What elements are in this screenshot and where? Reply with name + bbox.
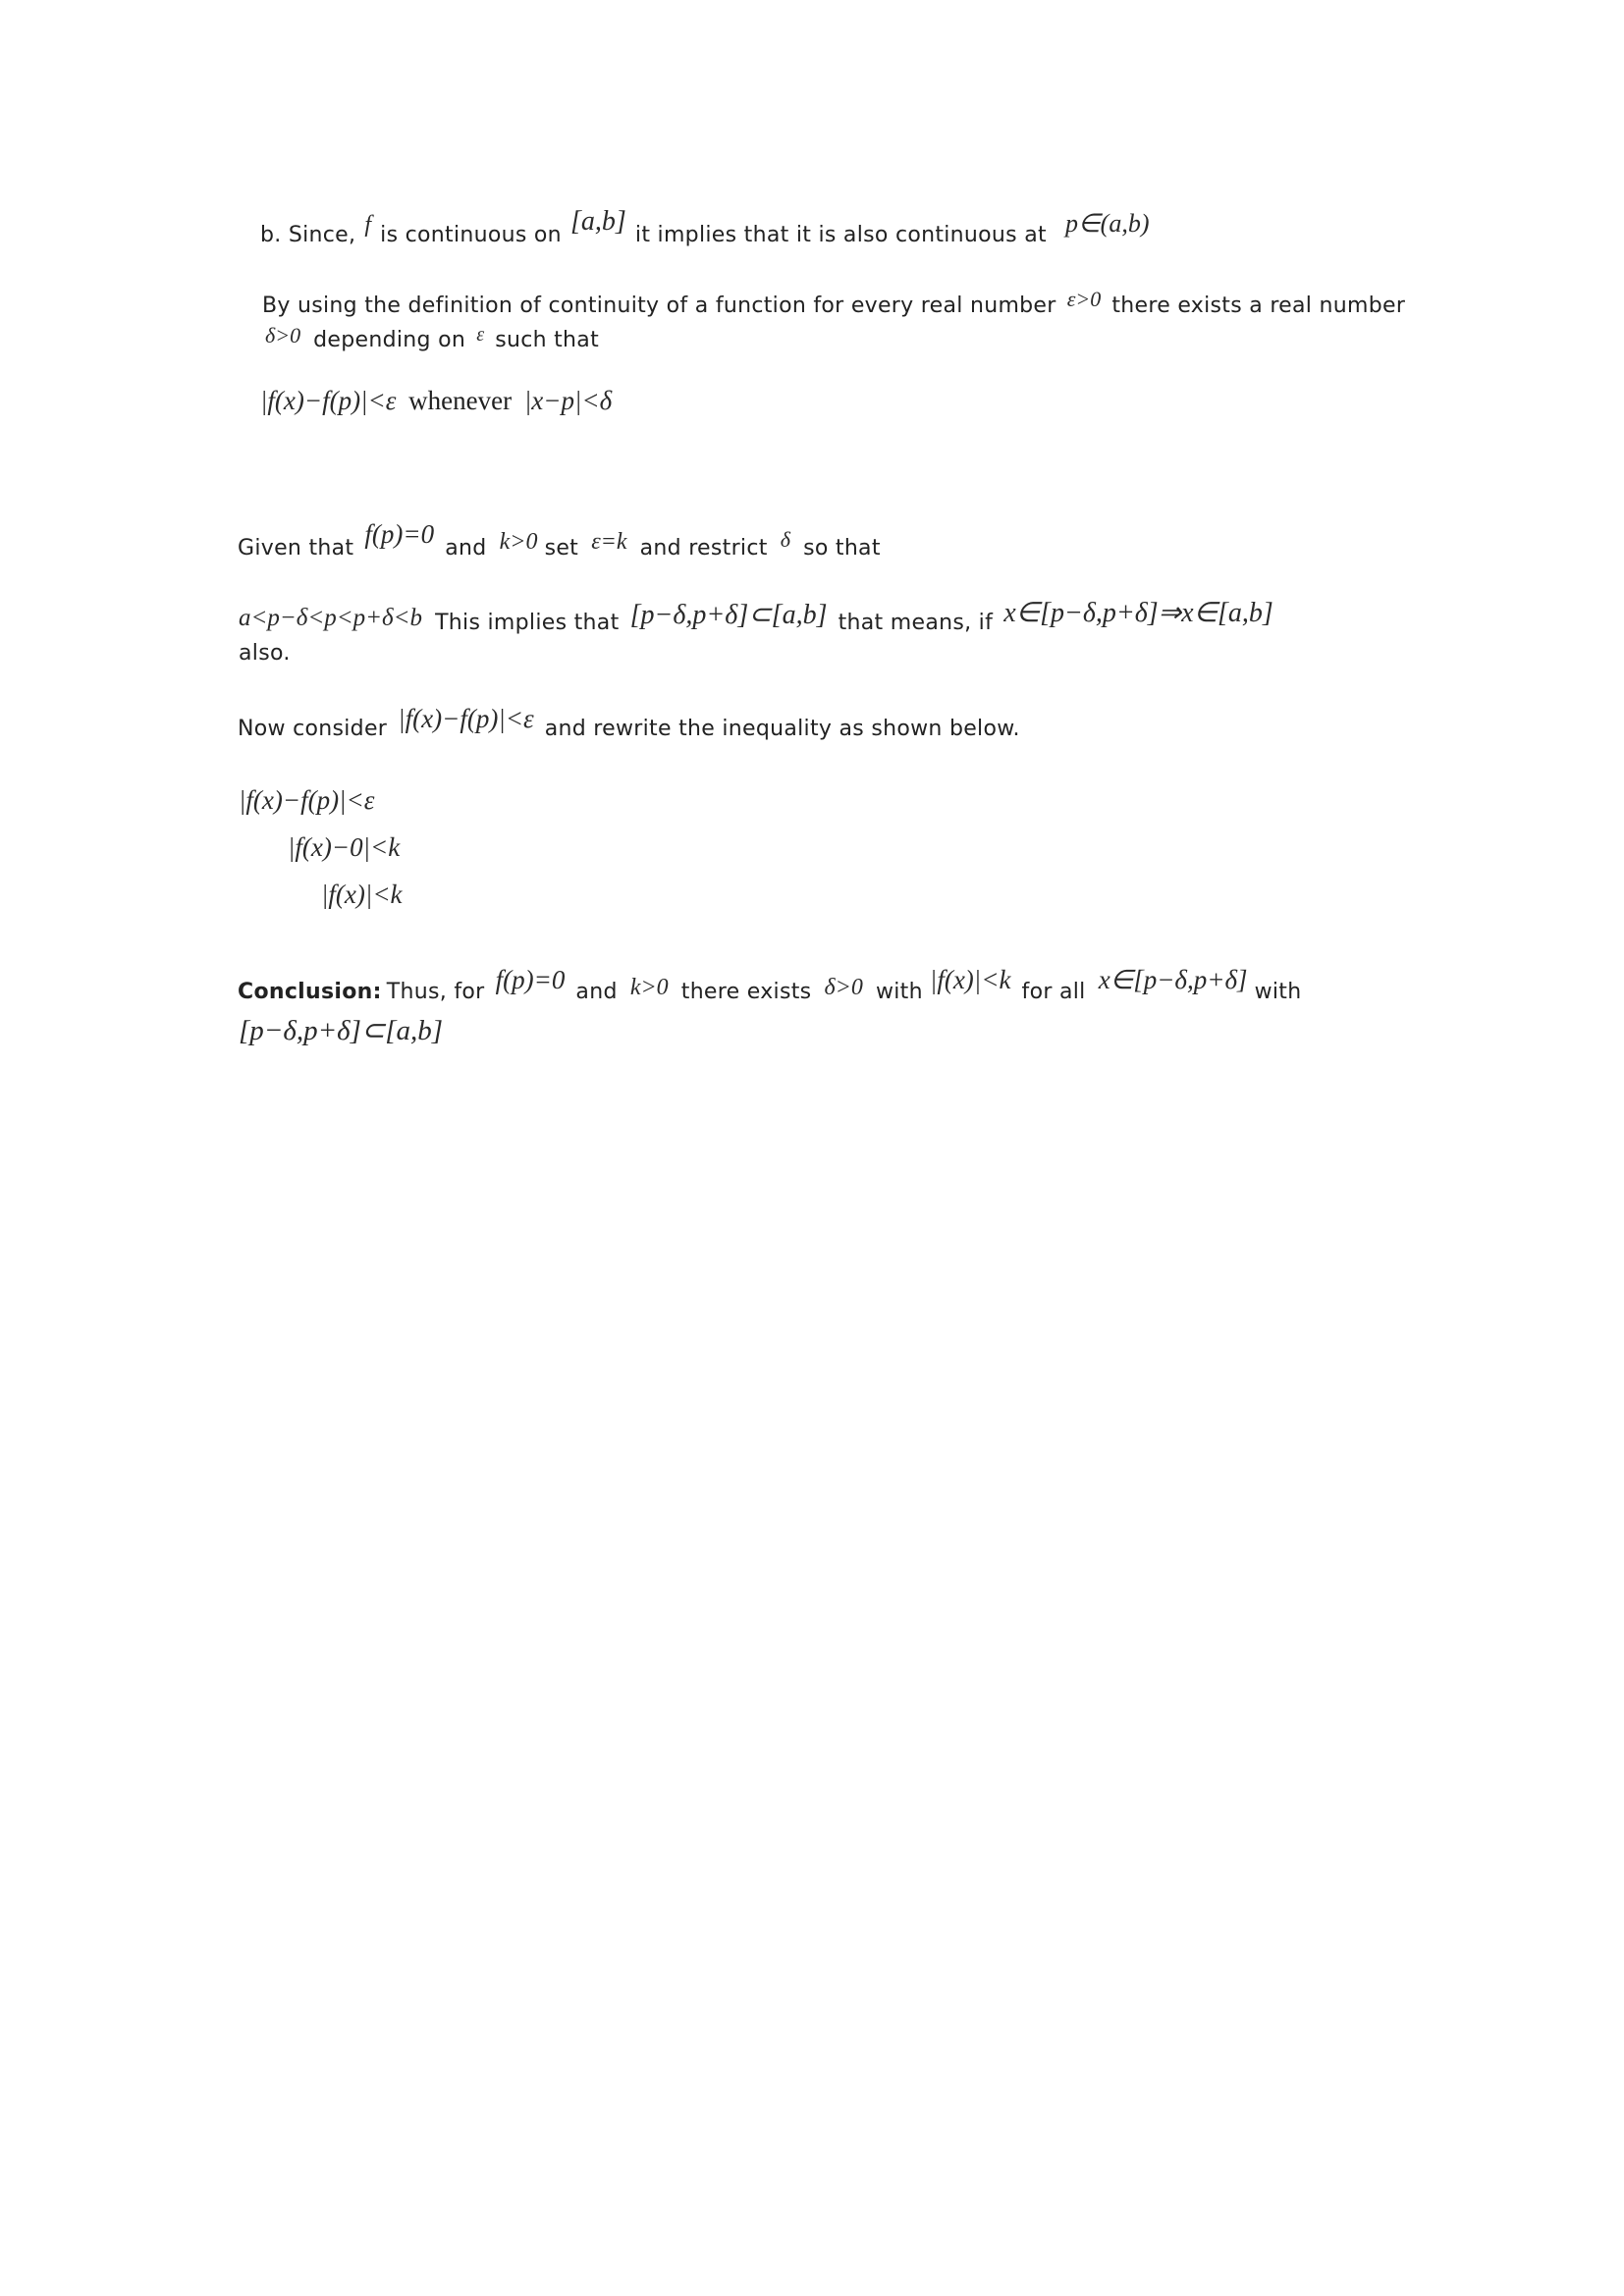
thus-for-text: Thus, for xyxy=(386,980,485,1004)
so-that-text: so that xyxy=(803,536,881,561)
and-restrict-text: and restrict xyxy=(639,536,768,561)
also-text: also. xyxy=(239,641,291,666)
that-means-text: that means, if xyxy=(838,611,994,635)
since-text: b. Since, xyxy=(260,223,356,247)
such-that-text: such that xyxy=(495,328,600,352)
epsilon-equals-k: ε=k xyxy=(591,529,627,555)
depending-on-text: depending on xyxy=(313,328,466,352)
conclusion-label: Conclusion: xyxy=(238,980,382,1004)
p-in-open-interval: p∈(a,b) xyxy=(1065,209,1150,238)
delta-gt-zero: δ>0 xyxy=(265,323,301,347)
definition-text: By using the definition of continuity of a function for every real number xyxy=(262,294,1056,318)
implication: x∈[p−δ,p+δ]⇒x∈[a,b] xyxy=(1003,598,1273,628)
condition-rhs: |x−p|<δ xyxy=(523,386,613,415)
conclusion-delta-gt-zero: δ>0 xyxy=(824,975,863,1000)
condition-lhs: |f(x)−f(p)|<ε xyxy=(260,386,397,415)
with-text: with xyxy=(875,980,923,1004)
epsilon-gt-zero: ε>0 xyxy=(1066,287,1102,311)
now-consider-line xyxy=(238,704,1020,742)
there-exists-text: there exists xyxy=(680,980,812,1004)
definition-line-1 xyxy=(262,287,1406,318)
conclusion-and-text: and xyxy=(575,980,618,1004)
also-line xyxy=(239,641,291,666)
derivation-step-1: |f(x)−f(p)|<ε xyxy=(239,785,375,815)
f-symbol: f xyxy=(364,212,372,238)
rewrite-text: and rewrite the inequality as shown below. xyxy=(544,717,1020,741)
and-text: and xyxy=(445,536,487,561)
now-consider-text: Now consider xyxy=(238,717,388,741)
inequality-expression: |f(x)−f(p)|<ε xyxy=(398,704,534,733)
derivation-step-3: |f(x)|<k xyxy=(321,880,403,909)
conclusion-fp-zero: f(p)=0 xyxy=(495,965,566,994)
interval-ab: [a,b] xyxy=(570,206,626,237)
for-all-text: for all xyxy=(1021,980,1086,1004)
whenever-text: whenever xyxy=(408,386,513,415)
continuous-on-text: is continuous on xyxy=(380,223,562,247)
interval-subset: [p−δ,p+δ]⊂[a,b] xyxy=(629,600,828,630)
this-implies-text: This implies that xyxy=(435,611,620,635)
conclusion-fx-lt-k: |f(x)|<k xyxy=(929,965,1011,994)
part-b-line xyxy=(260,206,1150,249)
set-text: set xyxy=(544,536,579,561)
delta-symbol: δ xyxy=(780,527,790,552)
definition-line-2 xyxy=(265,323,600,352)
given-that-text: Given that xyxy=(238,536,354,561)
k-gt-zero: k>0 xyxy=(499,529,538,555)
derivation-step-2: |f(x)−0|<k xyxy=(288,832,401,862)
conclusion-k-gt-zero: k>0 xyxy=(629,975,669,1000)
implies-text: it implies that it is also continuous at xyxy=(634,223,1047,247)
conclusion-subset: [p−δ,p+δ]⊂[a,b] xyxy=(239,1015,444,1046)
fp-equals-zero: f(p)=0 xyxy=(364,519,435,549)
conclusion-line-1 xyxy=(238,965,1302,1005)
delta-chain: a<p−δ<p<p+δ<b xyxy=(239,605,422,631)
continuity-condition xyxy=(260,386,612,416)
conclusion-x-in-interval: x∈[p−δ,p+δ] xyxy=(1098,965,1248,994)
with-text-2: with xyxy=(1254,980,1302,1004)
epsilon-symbol: ε xyxy=(476,324,485,346)
definition-tail-text: there exists a real number xyxy=(1111,294,1406,318)
restriction-line xyxy=(239,598,1273,637)
given-line xyxy=(238,519,881,561)
